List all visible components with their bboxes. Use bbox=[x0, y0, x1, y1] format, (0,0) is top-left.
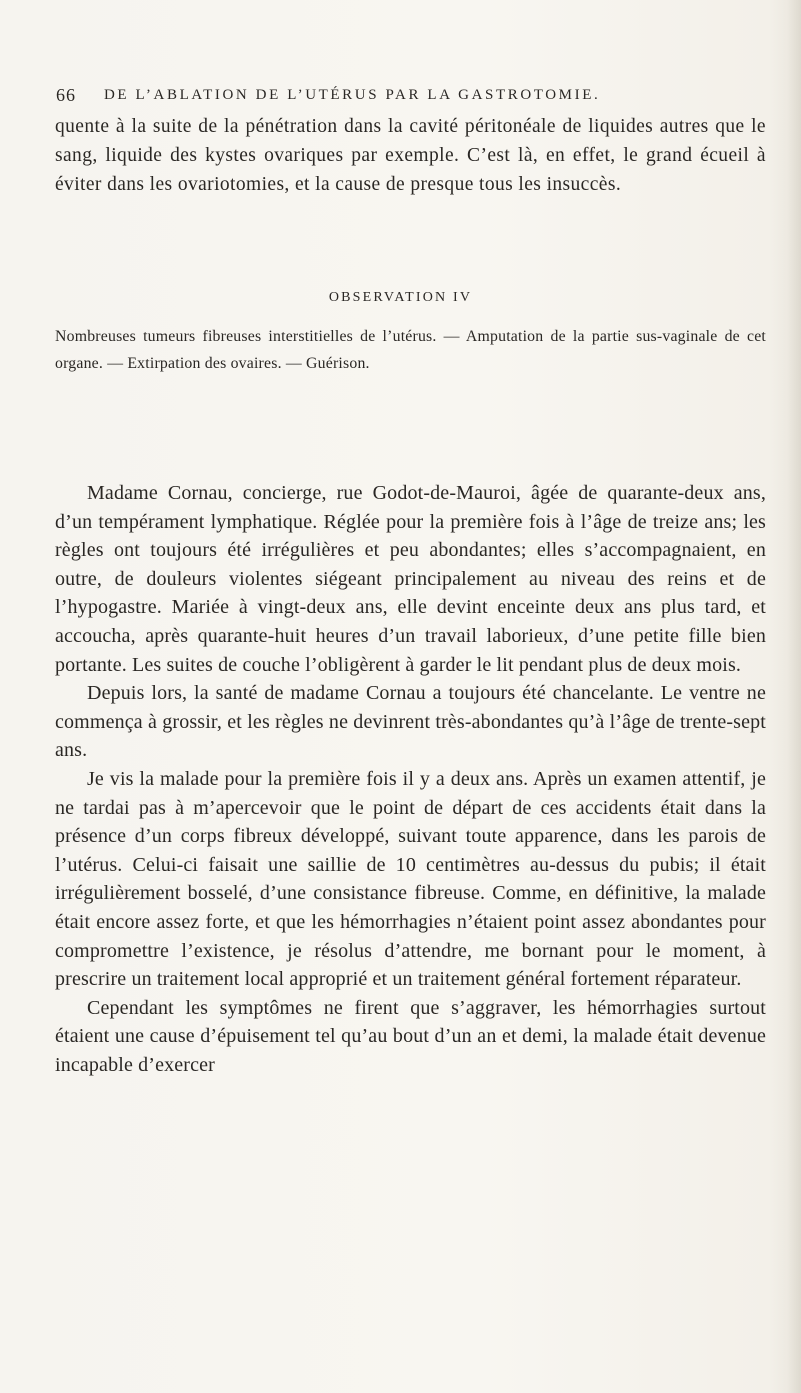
running-title: DE L’ABLATION DE L’UTÉRUS PAR LA GASTROTOMIE. bbox=[104, 87, 601, 103]
observation-summary-block bbox=[55, 323, 766, 377]
observation-body bbox=[55, 479, 766, 1079]
body-paragraph: Madame Cornau, concierge, rue Godot-de-Mauroi, âgée de quarante-deux ans, d’un tempérament lymphatique. Réglée pour la première fois à l’âge de treize ans; les règles ont toujours été irrégulières et peu abondantes; elles s’accompagnaient, en outre, de douleurs violentes siégeant principalement au niveau des reins et de l’hypogastre. Mariée à vingt-deux ans, elle devint enceinte deux ans plus tard, et accoucha, après quarante-huit heures d’un travail laborieux, d’une petite fille bien portante. Les suites de couche l’obligèrent à garder le lit pendant plus de deux mois. bbox=[55, 482, 766, 676]
observation-summary: Nombreuses tumeurs fibreuses interstitielles de l’utérus. — Amputation de la partie sus-vaginale de cet organe. — Extirpation des ovaires. — Guérison. bbox=[55, 328, 766, 372]
intro-paragraph: quente à la suite de la pénétration dans la cavité péritonéale de liquides autres que le sang, liquide des kystes ovariques par exemple. C’est là, en effet, le grand écueil à éviter dans les ovariotomies, et la cause de presque tous les insuccès. bbox=[55, 116, 766, 195]
page-number: 66 bbox=[56, 85, 76, 105]
body-paragraph: Je vis la malade pour la première fois il y a deux ans. Après un examen attentif, je ne tardai pas à m’apercevoir que le point de départ de ces accidents était dans la présence d’un corps fibreux développé, suivant toute apparence, dans les parois de l’utérus. Celui-ci faisait une saillie de 10 centimètres au-dessus du pubis; il était irrégulièrement bosselé, d’une consistance fibreuse. Comme, en définitive, la malade était encore assez forte, et que les hémorrhagies n’étaient point assez abondantes pour compromettre l’existence, je résolus d’attendre, me bornant pour le moment, à prescrire un traitement local approprié et un traitement général fortement réparateur. bbox=[55, 767, 766, 991]
body-paragraph: Depuis lors, la santé de madame Cornau a toujours été chancelante. Le ventre ne commença à grossir, et les règles ne devinrent très-abondantes qu’à l’âge de trente-sept ans. bbox=[55, 682, 766, 762]
body-paragraph: Cependant les symptômes ne firent que s’aggraver, les hémorrhagies surtout étaient une cause d’épuisement tel qu’au bout d’un an et demi, la malade était devenue incapable d’exercer bbox=[55, 996, 766, 1076]
page-edge-shadow bbox=[787, 0, 801, 1393]
observation-heading: OBSERVATION IV bbox=[328, 290, 473, 305]
intro-paragraph-block bbox=[55, 112, 766, 199]
running-header bbox=[0, 85, 801, 115]
